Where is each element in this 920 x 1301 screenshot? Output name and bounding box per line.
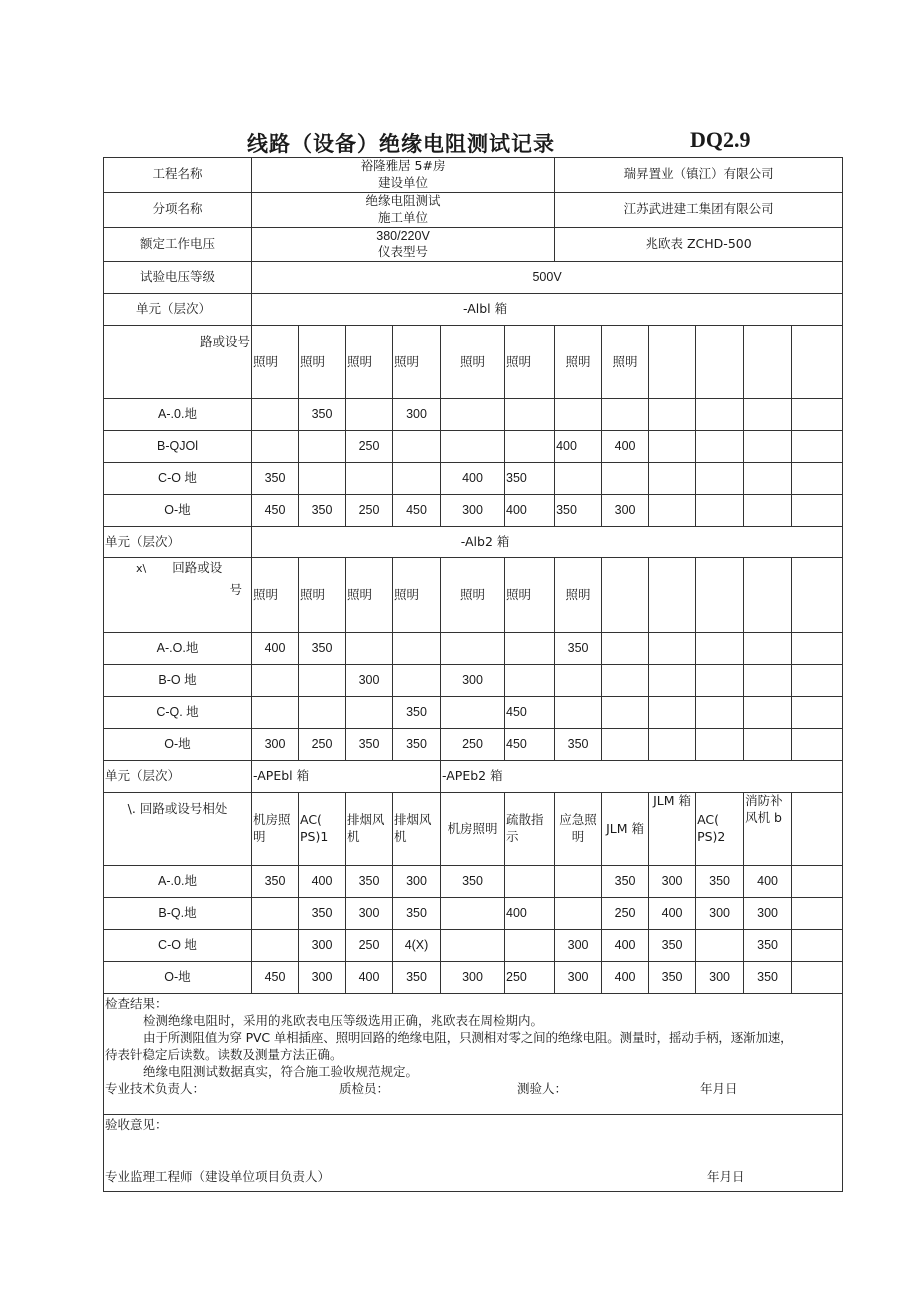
resistance-value	[696, 665, 744, 697]
table-row	[104, 697, 843, 729]
circuit-header: 消防补风机 b	[744, 793, 792, 866]
section3-unit-label: 单元（层次）	[104, 761, 252, 793]
circuit-header: 照明	[346, 326, 393, 399]
resistance-value	[602, 463, 649, 495]
resistance-value: 350	[393, 962, 441, 994]
resistance-value	[252, 697, 299, 729]
resistance-value: 300	[555, 962, 602, 994]
circuit-header	[792, 326, 843, 399]
resistance-value	[792, 665, 843, 697]
meter-value: 兆欧表 ZCHD-500	[555, 227, 843, 262]
row-label: A-.0.地	[104, 866, 252, 898]
resistance-value: 400	[744, 866, 792, 898]
section2-unit-row	[104, 527, 843, 558]
voltage-cell	[252, 227, 555, 262]
voltage-label: 额定工作电压	[104, 227, 252, 262]
resistance-value	[744, 697, 792, 729]
resistance-value: 250	[299, 729, 346, 761]
item-value: 绝缘电阻测试	[365, 192, 441, 208]
resistance-value: 350	[299, 399, 346, 431]
circuit-header: 排烟风机	[346, 793, 393, 866]
section2-unit-name: -Alb2 箱	[460, 533, 510, 549]
resistance-value: 300	[649, 866, 696, 898]
resistance-value	[696, 633, 744, 665]
resistance-value	[555, 665, 602, 697]
resistance-value	[299, 697, 346, 729]
resistance-value	[441, 431, 505, 463]
row-label: O-地	[104, 962, 252, 994]
resistance-value	[792, 463, 843, 495]
resistance-value	[696, 729, 744, 761]
resistance-value	[505, 399, 555, 431]
test-record-table	[103, 157, 843, 1192]
signature-line	[105, 1081, 842, 1098]
inspection-row	[104, 994, 843, 1115]
builder-value: 瑞昇置业（镇江）有限公司	[555, 158, 843, 193]
circuit-header: 照明	[441, 558, 505, 633]
table-row	[104, 962, 843, 994]
table-row	[104, 495, 843, 527]
resistance-value	[744, 633, 792, 665]
resistance-value: 250	[346, 495, 393, 527]
resistance-value: 350	[393, 729, 441, 761]
table-row	[104, 930, 843, 962]
resistance-value	[299, 431, 346, 463]
resistance-value	[346, 697, 393, 729]
section3-unit-a: -APEbl 箱	[252, 761, 441, 793]
resistance-value	[696, 431, 744, 463]
resistance-value	[792, 898, 843, 930]
resistance-value	[602, 399, 649, 431]
resistance-value	[792, 866, 843, 898]
section3-unit-row	[104, 761, 843, 793]
circuit-header: AC( PS)1	[299, 793, 346, 866]
resistance-value	[602, 633, 649, 665]
section1-header-label: 路或设号	[104, 326, 252, 399]
resistance-value	[393, 665, 441, 697]
resistance-value: 450	[252, 495, 299, 527]
resistance-value	[649, 633, 696, 665]
resistance-value: 400	[602, 431, 649, 463]
resistance-value: 300	[299, 930, 346, 962]
resistance-value	[252, 431, 299, 463]
header-text: 回路或设	[172, 560, 223, 576]
resistance-value: 300	[393, 399, 441, 431]
acceptance-opinion	[104, 1115, 843, 1192]
resistance-value: 350	[299, 633, 346, 665]
table-row	[104, 399, 843, 431]
section2-header-row	[104, 558, 843, 633]
resistance-value	[555, 898, 602, 930]
row-label: C-Q. 地	[104, 697, 252, 729]
table-row	[104, 665, 843, 697]
resistance-value: 4(X)	[393, 930, 441, 962]
resistance-value	[696, 399, 744, 431]
resistance-value	[792, 431, 843, 463]
resistance-value	[792, 495, 843, 527]
resistance-value	[744, 431, 792, 463]
resistance-value	[393, 633, 441, 665]
test-voltage-value: 500V	[252, 262, 843, 294]
resistance-value	[505, 866, 555, 898]
circuit-header: 应急照明	[555, 793, 602, 866]
resistance-value: 300	[252, 729, 299, 761]
info-row-project	[104, 158, 843, 193]
resistance-value	[602, 665, 649, 697]
resistance-value	[555, 463, 602, 495]
table-row	[104, 431, 843, 463]
resistance-value	[696, 930, 744, 962]
resistance-value	[393, 431, 441, 463]
section2-unit-value	[252, 527, 843, 558]
resistance-value	[252, 665, 299, 697]
signature-tester: 测验人：	[517, 1080, 568, 1096]
resistance-value	[792, 930, 843, 962]
resistance-value	[649, 463, 696, 495]
resistance-value: 300	[441, 665, 505, 697]
contractor-value: 江苏武进建工集团有限公司	[555, 192, 843, 227]
resistance-value: 300	[555, 930, 602, 962]
circuit-header: 照明	[299, 326, 346, 399]
resistance-value	[441, 633, 505, 665]
circuit-header: 照明	[505, 326, 555, 399]
project-label: 工程名称	[104, 158, 252, 193]
resistance-value: 350	[555, 495, 602, 527]
info-row-item	[104, 192, 843, 227]
row-label: B-QJOl	[104, 431, 252, 463]
circuit-header: 照明	[555, 558, 602, 633]
section1-unit-label: 单元（层次）	[104, 294, 252, 326]
signature-tech_lead: 专业技术负责人：	[105, 1080, 206, 1096]
resistance-value: 400	[602, 930, 649, 962]
acceptance-heading: 验收意见：	[105, 1117, 168, 1133]
resistance-value	[602, 697, 649, 729]
resistance-value: 300	[744, 898, 792, 930]
circuit-header: 照明	[252, 558, 299, 633]
resistance-value	[555, 399, 602, 431]
resistance-value: 450	[505, 697, 555, 729]
signature-qc: 质检员：	[339, 1080, 390, 1096]
resistance-value	[696, 463, 744, 495]
circuit-header: 机房照明	[252, 793, 299, 866]
resistance-value: 350	[346, 729, 393, 761]
circuit-header	[696, 326, 744, 399]
circuit-header: 机房照明	[441, 793, 505, 866]
resistance-value: 450	[252, 962, 299, 994]
resistance-value: 300	[696, 962, 744, 994]
circuit-header: AC( PS)2	[696, 793, 744, 866]
resistance-value	[505, 633, 555, 665]
resistance-value: 350	[555, 633, 602, 665]
circuit-header: 照明	[299, 558, 346, 633]
circuit-header	[696, 558, 744, 633]
resistance-value: 250	[441, 729, 505, 761]
section1-unit-row	[104, 294, 843, 326]
circuit-header: JLM 箱	[649, 793, 696, 866]
resistance-value: 300	[346, 665, 393, 697]
resistance-value: 350	[393, 697, 441, 729]
resistance-value	[649, 665, 696, 697]
project-value	[252, 158, 555, 193]
resistance-value	[393, 463, 441, 495]
section3-unit-b: -APEb2 箱	[441, 761, 843, 793]
resistance-value	[744, 665, 792, 697]
row-label: C-O 地	[104, 463, 252, 495]
resistance-value: 450	[505, 729, 555, 761]
resistance-value	[505, 930, 555, 962]
circuit-header: 疏散指示	[505, 793, 555, 866]
resistance-value	[649, 431, 696, 463]
test-voltage-label: 试验电压等级	[104, 262, 252, 294]
circuit-header	[744, 558, 792, 633]
resistance-value	[649, 495, 696, 527]
circuit-header	[649, 326, 696, 399]
resistance-value	[649, 399, 696, 431]
resistance-value: 400	[441, 463, 505, 495]
supervisor-label: 专业监理工程师（建设单位项目负责人）	[105, 1169, 331, 1185]
resistance-value: 350	[505, 463, 555, 495]
resistance-value	[299, 665, 346, 697]
table-row	[104, 898, 843, 930]
resistance-value	[555, 697, 602, 729]
resistance-value	[252, 898, 299, 930]
resistance-value: 350	[346, 866, 393, 898]
resistance-value: 350	[744, 962, 792, 994]
circuit-header: 排烟风机	[393, 793, 441, 866]
item-value-cell	[252, 192, 555, 227]
resistance-value	[441, 898, 505, 930]
acceptance-signature	[105, 1169, 835, 1186]
page-title: 线路（设备）绝缘电阻测试记录	[247, 132, 555, 156]
resistance-value: 300	[346, 898, 393, 930]
resistance-value: 400	[602, 962, 649, 994]
circuit-header: JLM 箱	[602, 793, 649, 866]
resistance-value: 350	[649, 962, 696, 994]
resistance-value: 350	[555, 729, 602, 761]
row-label: A-.0.地	[104, 399, 252, 431]
info-row-test-voltage	[104, 262, 843, 294]
info-row-voltage	[104, 227, 843, 262]
resistance-value	[792, 633, 843, 665]
resistance-value	[441, 930, 505, 962]
resistance-value: 300	[299, 962, 346, 994]
resistance-value	[744, 463, 792, 495]
row-label: B-Q.地	[104, 898, 252, 930]
resistance-value: 250	[346, 431, 393, 463]
resistance-value: 250	[346, 930, 393, 962]
resistance-value: 300	[441, 495, 505, 527]
resistance-value	[299, 463, 346, 495]
resistance-value: 350	[252, 463, 299, 495]
form-code: DQ2.9	[690, 127, 751, 152]
inspection-line1: 检测绝缘电阻时，采用的兆欧表电压等级选用正确，兆欧表在周检期内。	[143, 1013, 544, 1029]
circuit-header	[792, 558, 843, 633]
row-label: C-O 地	[104, 930, 252, 962]
resistance-value: 400	[505, 898, 555, 930]
resistance-value	[744, 729, 792, 761]
section1-unit-name: -Albl 箱	[462, 301, 508, 317]
section2-unit-label: 单元（层次）	[104, 527, 252, 558]
table-row	[104, 633, 843, 665]
resistance-value	[505, 431, 555, 463]
circuit-header	[602, 558, 649, 633]
header-text-2: 号	[229, 582, 242, 598]
circuit-header: 照明	[602, 326, 649, 399]
project-name: 裕隆雅居 5#房	[360, 158, 446, 173]
contractor-label: 施工单位	[378, 209, 429, 225]
resistance-value	[346, 399, 393, 431]
resistance-value: 450	[393, 495, 441, 527]
resistance-value: 300	[696, 898, 744, 930]
acceptance-row	[104, 1115, 843, 1192]
row-label: B-O 地	[104, 665, 252, 697]
section3-header-label: \. 回路或设号相处	[104, 793, 252, 866]
resistance-value: 250	[602, 898, 649, 930]
acceptance-date: 年月日	[707, 1169, 745, 1185]
resistance-value: 350	[649, 930, 696, 962]
resistance-value	[649, 729, 696, 761]
resistance-value: 300	[441, 962, 505, 994]
resistance-value	[792, 729, 843, 761]
circuit-header: 照明	[393, 558, 441, 633]
resistance-value: 300	[602, 495, 649, 527]
resistance-value: 350	[393, 898, 441, 930]
table-row	[104, 463, 843, 495]
signature-date: 年月日	[700, 1080, 738, 1096]
resistance-value: 400	[299, 866, 346, 898]
resistance-value: 400	[505, 495, 555, 527]
resistance-value: 400	[555, 431, 602, 463]
resistance-value: 400	[649, 898, 696, 930]
resistance-value	[696, 495, 744, 527]
resistance-value	[696, 697, 744, 729]
section1-unit-value	[252, 294, 843, 326]
inspection-heading: 检查结果：	[105, 996, 168, 1012]
resistance-value	[792, 697, 843, 729]
resistance-value	[649, 697, 696, 729]
resistance-value	[792, 962, 843, 994]
inspection-line2a: 由于所测阻值为穿 PVC 单相插座、照明回路的绝缘电阻，只测相对零之间的绝缘电阻。测量时，摇动手柄，逐渐加速，	[143, 1030, 793, 1045]
resistance-value	[346, 463, 393, 495]
section2-header-label	[104, 558, 252, 633]
circuit-header: 照明	[555, 326, 602, 399]
section3-header-row	[104, 793, 843, 866]
meter-label: 仪表型号	[378, 244, 429, 260]
row-label: A-.O.地	[104, 633, 252, 665]
resistance-value	[744, 495, 792, 527]
resistance-value: 400	[252, 633, 299, 665]
resistance-value: 350	[252, 866, 299, 898]
section1-header-row	[104, 326, 843, 399]
circuit-header	[744, 326, 792, 399]
resistance-value: 400	[346, 962, 393, 994]
row-label: O-地	[104, 729, 252, 761]
inspection-line2b: 待表针稳定后读数。读数及测量方法正确。	[105, 1046, 343, 1062]
resistance-value	[602, 729, 649, 761]
resistance-value: 350	[299, 898, 346, 930]
resistance-value: 350	[744, 930, 792, 962]
circuit-header	[792, 793, 843, 866]
resistance-value	[346, 633, 393, 665]
inspection-line3: 绝缘电阻测试数据真实，符合施工验收规范规定。	[143, 1063, 419, 1079]
resistance-value	[555, 866, 602, 898]
circuit-header	[649, 558, 696, 633]
resistance-value: 350	[299, 495, 346, 527]
circuit-header: 照明	[505, 558, 555, 633]
resistance-value: 350	[441, 866, 505, 898]
table-row	[104, 866, 843, 898]
resistance-value	[744, 399, 792, 431]
resistance-value: 350	[696, 866, 744, 898]
inspection-results	[104, 994, 843, 1115]
table-row	[104, 729, 843, 761]
resistance-value: 350	[602, 866, 649, 898]
voltage-value: 380/220V	[376, 228, 430, 243]
resistance-value	[441, 697, 505, 729]
resistance-value	[505, 665, 555, 697]
resistance-value	[792, 399, 843, 431]
resistance-value	[441, 399, 505, 431]
circuit-header: 照明	[393, 326, 441, 399]
resistance-value: 250	[505, 962, 555, 994]
circuit-header: 照明	[346, 558, 393, 633]
circuit-header: 照明	[441, 326, 505, 399]
row-label: O-地	[104, 495, 252, 527]
resistance-value: 300	[393, 866, 441, 898]
circuit-header: 照明	[252, 326, 299, 399]
header-mark: x\	[136, 562, 147, 576]
resistance-value	[252, 399, 299, 431]
resistance-value	[252, 930, 299, 962]
item-label: 分项名称	[104, 192, 252, 227]
builder-label: 建设单位	[378, 174, 429, 190]
